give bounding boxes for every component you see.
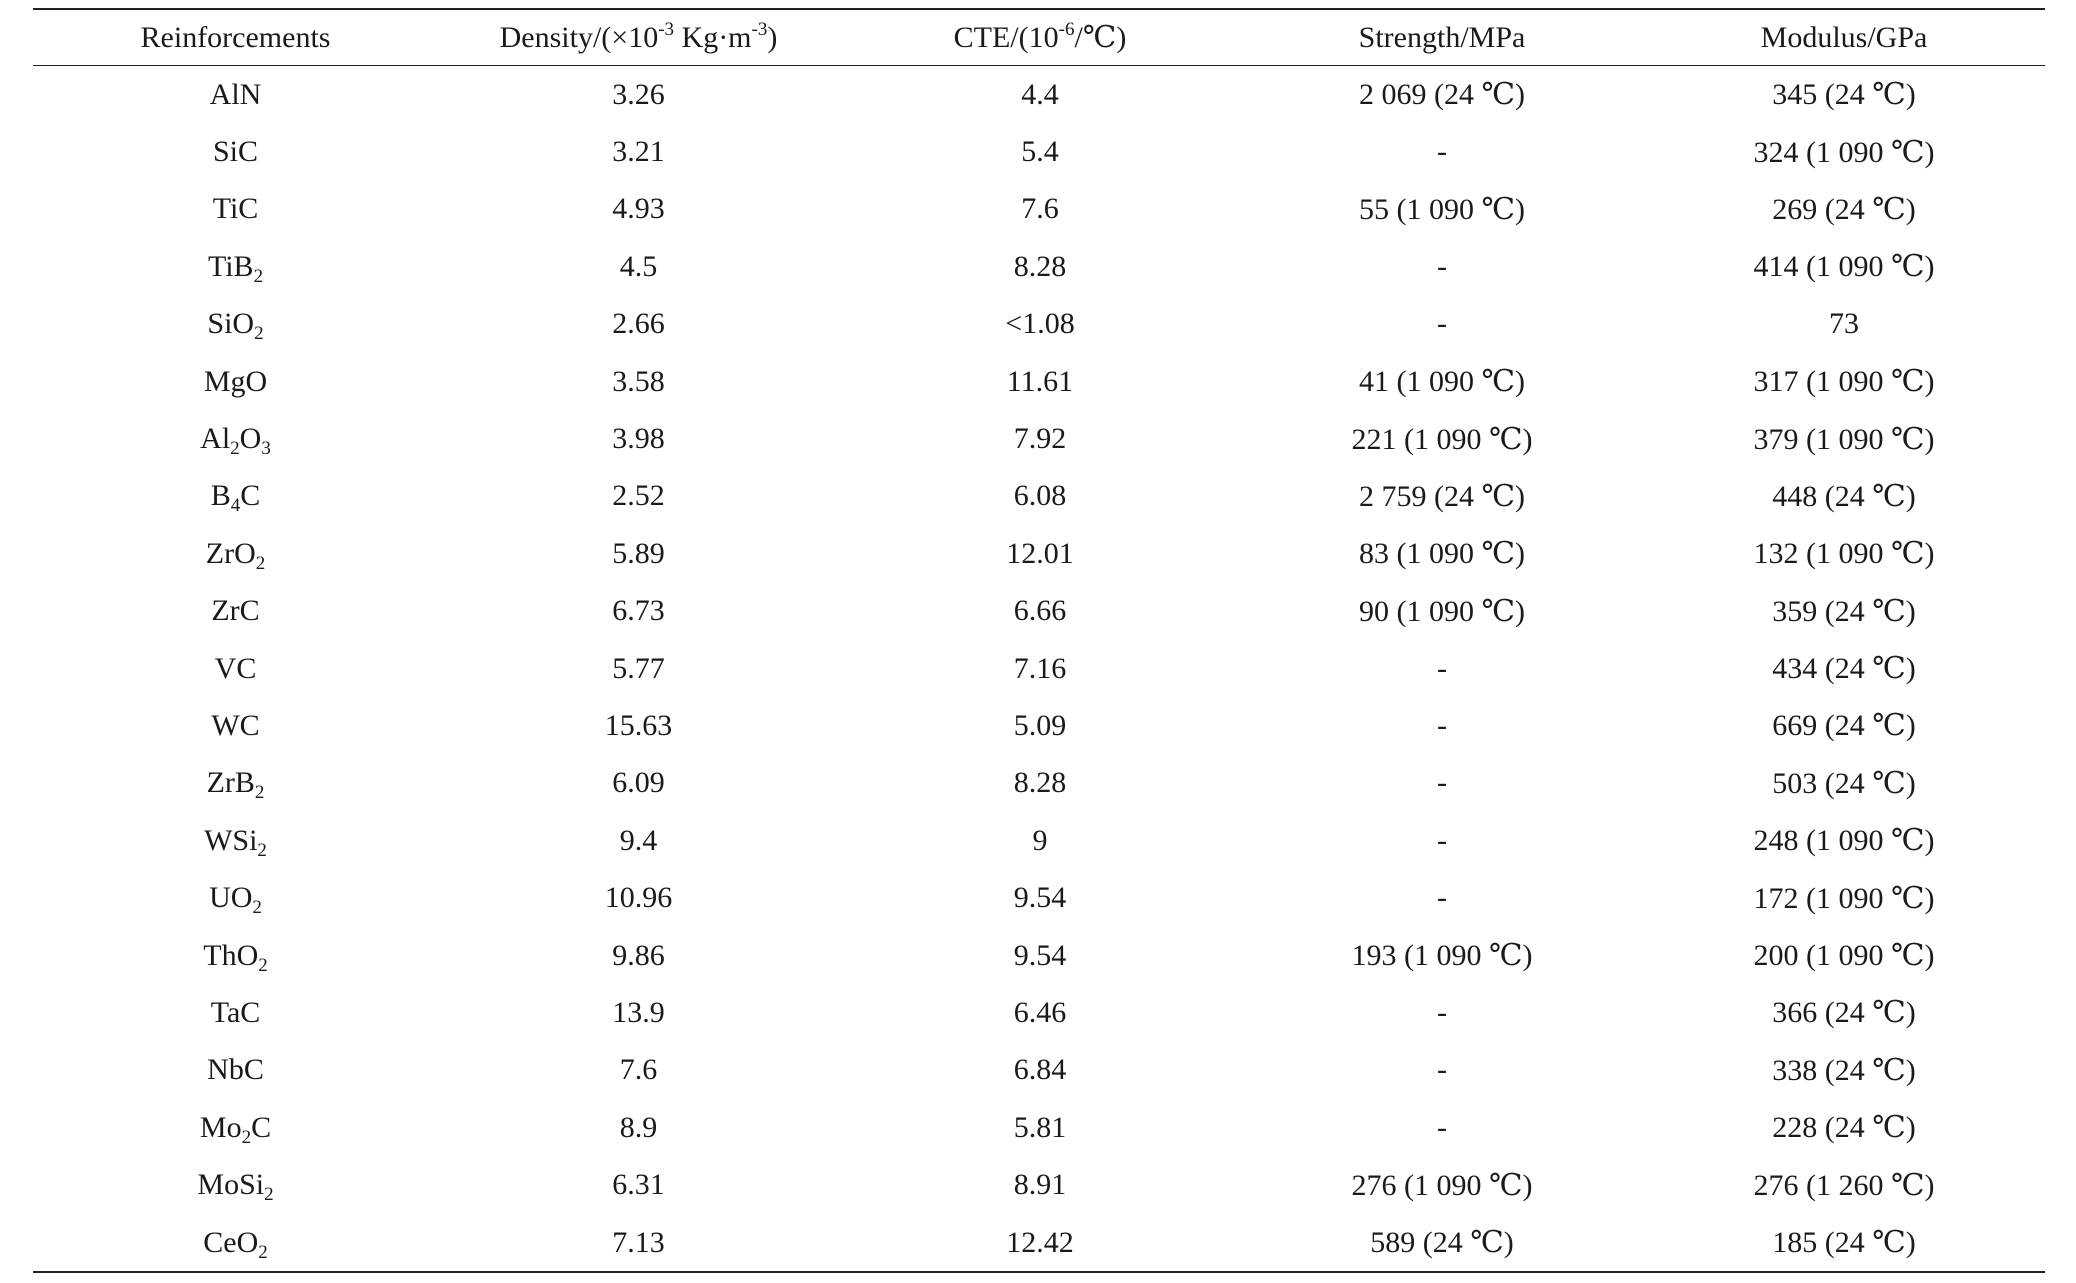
density-label-pre: Density/(×10 (499, 20, 659, 54)
material-formula-subscript: 2 (254, 323, 264, 345)
table-row (33, 583, 2045, 640)
cell-cte: 12.42 (1006, 1225, 1074, 1259)
cell-cte: 6.08 (1013, 479, 1067, 513)
reinforcements-properties-table (33, 8, 2045, 1273)
cell-strength: - (1437, 1053, 1447, 1087)
cell-modulus: 248 (1 090 ℃) (1753, 824, 1935, 858)
cell-modulus: 73 (1829, 307, 1859, 341)
cell-density: 3.58 (612, 364, 665, 398)
density-label-post: ) (767, 20, 778, 54)
material-formula-base: ZrO (205, 536, 256, 570)
cell-density: 3.21 (612, 135, 665, 169)
cell-strength: - (1437, 766, 1447, 800)
cell-cte: <1.08 (1005, 307, 1075, 341)
cell-material (33, 1099, 438, 1156)
cell-density: 6.31 (612, 1168, 665, 1202)
cell-modulus: 359 (24 ℃) (1772, 594, 1916, 628)
cell-density: 9.86 (612, 938, 665, 972)
density-label-mid: Kg·m (674, 20, 752, 54)
cell-modulus: 276 (1 260 ℃) (1753, 1168, 1935, 1202)
cell-density: 4.93 (612, 192, 665, 226)
cell-cte: 7.6 (1021, 192, 1059, 226)
cell-density: 2.52 (612, 479, 665, 513)
header-density (438, 9, 839, 66)
material-formula-base: AlN (209, 77, 262, 111)
table-row (33, 927, 2045, 984)
cell-material (33, 1156, 438, 1213)
density-exp-1: -3 (658, 18, 675, 40)
cell-strength: - (1437, 135, 1447, 169)
material-formula-base: UO (209, 881, 253, 915)
table-row (33, 353, 2045, 410)
cell-modulus: 434 (24 ℃) (1772, 652, 1916, 686)
material-formula-base: B (210, 479, 231, 513)
cell-modulus: 503 (24 ℃) (1772, 766, 1916, 800)
table-row (33, 1042, 2045, 1099)
cell-material (33, 296, 438, 353)
cell-cte: 8.28 (1013, 766, 1067, 800)
cell-density: 6.09 (612, 766, 665, 800)
material-formula-subscript: 4 (230, 495, 241, 517)
cell-cte: 6.66 (1013, 594, 1067, 628)
cell-strength: 276 (1 090 ℃) (1351, 1168, 1533, 1202)
cell-modulus: 317 (1 090 ℃) (1753, 365, 1935, 399)
table-row (33, 123, 2045, 180)
cell-strength: 41 (1 090 ℃) (1358, 365, 1526, 399)
table-row (33, 1214, 2045, 1272)
table-row (33, 238, 2045, 295)
cell-cte: 7.92 (1013, 422, 1067, 456)
cell-strength: 2 759 (24 ℃) (1358, 479, 1526, 513)
cell-strength: 2 069 (24 ℃) (1358, 78, 1526, 112)
cell-strength: - (1437, 708, 1447, 742)
material-formula-base: Mo (199, 1110, 242, 1144)
cell-cte: 8.91 (1013, 1168, 1067, 1202)
cell-material (33, 1042, 438, 1099)
cell-material (33, 468, 438, 525)
cell-material (33, 583, 438, 640)
material-formula-subscript: 2 (258, 1241, 268, 1263)
table-header (33, 9, 2045, 66)
material-formula-subscript: 2 (252, 897, 262, 919)
cell-cte: 8.28 (1013, 249, 1067, 283)
table-row (33, 697, 2045, 754)
table-row (33, 66, 2045, 124)
material-formula-subscript: 2 (241, 1126, 252, 1148)
cell-cte: 7.16 (1013, 651, 1067, 685)
cell-density: 13.9 (612, 995, 665, 1029)
cell-cte: 6.84 (1013, 1053, 1067, 1087)
cell-strength: 589 (24 ℃) (1370, 1226, 1514, 1259)
material-formula-base: MgO (203, 364, 268, 398)
cte-label-post: /℃) (1074, 21, 1127, 54)
cell-strength: - (1437, 1110, 1447, 1144)
cell-density: 3.98 (612, 422, 665, 456)
table-row (33, 1099, 2045, 1156)
cell-material (33, 927, 438, 984)
cell-modulus: 324 (1 090 ℃) (1753, 135, 1935, 169)
header-reinforcements: Reinforcements (140, 20, 331, 54)
header-modulus: Modulus/GPa (1760, 20, 1928, 54)
material-formula-subscript: 2 (253, 265, 264, 287)
cell-material (33, 755, 438, 812)
cell-density: 6.73 (612, 594, 665, 628)
cell-modulus: 366 (24 ℃) (1772, 996, 1916, 1030)
cell-strength: - (1437, 995, 1447, 1029)
table-row (33, 1156, 2045, 1213)
cell-density: 3.26 (612, 77, 665, 111)
cell-cte: 5.4 (1021, 135, 1059, 169)
table-row (33, 812, 2045, 869)
cell-cte: 9.54 (1013, 938, 1067, 972)
cell-material (33, 66, 438, 124)
header-row (33, 9, 2045, 66)
cell-strength: 83 (1 090 ℃) (1358, 537, 1526, 571)
material-formula-subscript: 2 (254, 782, 265, 804)
material-formula-base: WSi (204, 823, 258, 857)
cell-material (33, 238, 438, 295)
cell-cte: 12.01 (1006, 536, 1074, 570)
material-formula-base: CeO (203, 1225, 259, 1259)
cell-density: 2.66 (612, 307, 665, 341)
cell-material (33, 410, 438, 467)
material-formula-base: SiO (207, 307, 255, 341)
cell-density: 9.4 (619, 823, 658, 857)
cell-material (33, 812, 438, 869)
table-row (33, 525, 2045, 582)
material-formula-subscript-2: 3 (261, 438, 271, 460)
cell-material (33, 1214, 438, 1272)
cte-exp: -6 (1058, 19, 1075, 40)
cell-material (33, 181, 438, 238)
cell-modulus: 172 (1 090 ℃) (1753, 881, 1935, 915)
cell-modulus: 379 (1 090 ℃) (1753, 422, 1935, 456)
material-formula-subscript: 2 (264, 1184, 274, 1206)
cell-strength: - (1437, 249, 1447, 283)
table-row (33, 410, 2045, 467)
material-formula-base: SiC (212, 135, 259, 169)
cell-density: 15.63 (604, 708, 673, 742)
table-row (33, 755, 2045, 812)
table-row (33, 468, 2045, 525)
material-formula-subscript: 2 (255, 552, 266, 574)
material-formula-base: ZrC (211, 594, 260, 628)
material-formula-base: TiB (207, 249, 254, 283)
cell-strength: 90 (1 090 ℃) (1358, 594, 1526, 628)
cell-strength: - (1437, 823, 1447, 857)
cell-modulus: 345 (24 ℃) (1772, 78, 1916, 112)
cell-material (33, 353, 438, 410)
cell-strength: 193 (1 090 ℃) (1351, 939, 1533, 973)
header-strength: Strength/MPa (1358, 20, 1526, 54)
cell-cte: 5.09 (1013, 708, 1067, 742)
table-body (33, 66, 2045, 1273)
material-formula-base: ZrB (206, 766, 255, 800)
table-row (33, 640, 2045, 697)
material-formula-base: VC (214, 651, 257, 685)
cell-density: 7.13 (612, 1225, 665, 1259)
reinforcements-table-container (33, 8, 2045, 1273)
cell-density: 4.5 (619, 249, 658, 283)
cell-modulus: 185 (24 ℃) (1772, 1226, 1916, 1259)
cell-strength: - (1437, 651, 1447, 685)
cell-strength: 221 (1 090 ℃) (1351, 422, 1533, 456)
material-formula-base: WC (211, 708, 260, 742)
header-cte (839, 9, 1241, 66)
cell-modulus: 269 (24 ℃) (1772, 192, 1916, 226)
cell-cte: 4.4 (1021, 77, 1059, 111)
cell-modulus: 200 (1 090 ℃) (1753, 939, 1935, 973)
cell-modulus: 448 (24 ℃) (1772, 479, 1916, 513)
cell-density: 10.96 (604, 881, 673, 915)
cell-material (33, 984, 438, 1041)
cell-material (33, 640, 438, 697)
cell-cte: 9.54 (1013, 881, 1067, 915)
cell-cte: 6.46 (1013, 995, 1067, 1029)
cell-density: 5.89 (612, 536, 665, 570)
table-row (33, 181, 2045, 238)
cell-cte: 5.81 (1013, 1110, 1067, 1144)
cell-material (33, 525, 438, 582)
material-formula-base-2: C (240, 479, 261, 513)
material-formula-base-2: C (251, 1110, 272, 1144)
material-formula-subscript: 2 (230, 438, 240, 460)
cell-cte: 9 (1032, 823, 1048, 857)
table-row (33, 984, 2045, 1041)
cell-modulus: 132 (1 090 ℃) (1753, 537, 1935, 571)
material-formula-base-2: O (239, 422, 262, 456)
material-formula-base: Al (200, 422, 231, 456)
cell-modulus: 228 (24 ℃) (1772, 1111, 1916, 1145)
material-formula-base: MoSi (197, 1168, 265, 1202)
cell-strength: - (1437, 881, 1447, 915)
cell-density: 8.9 (619, 1110, 658, 1144)
cell-modulus: 669 (24 ℃) (1772, 709, 1916, 743)
cell-strength: 55 (1 090 ℃) (1358, 192, 1526, 226)
material-formula-base: TaC (210, 995, 261, 1029)
material-formula-subscript: 2 (258, 954, 268, 976)
material-formula-subscript: 2 (257, 839, 267, 861)
material-formula-base: NbC (207, 1053, 264, 1087)
cte-label-pre: CTE/(10 (953, 21, 1059, 54)
table-row (33, 296, 2045, 353)
cell-modulus: 414 (1 090 ℃) (1753, 250, 1935, 284)
cell-cte: 11.61 (1006, 364, 1074, 398)
cell-strength: - (1437, 307, 1447, 341)
cell-modulus: 338 (24 ℃) (1772, 1053, 1916, 1087)
cell-material (33, 123, 438, 180)
material-formula-base: TiC (212, 192, 259, 226)
material-formula-base: ThO (203, 938, 259, 972)
density-exp-2: -3 (751, 18, 768, 40)
cell-density: 7.6 (619, 1053, 658, 1087)
cell-material (33, 869, 438, 926)
cell-density: 5.77 (612, 651, 665, 685)
table-row (33, 869, 2045, 926)
cell-material (33, 697, 438, 754)
